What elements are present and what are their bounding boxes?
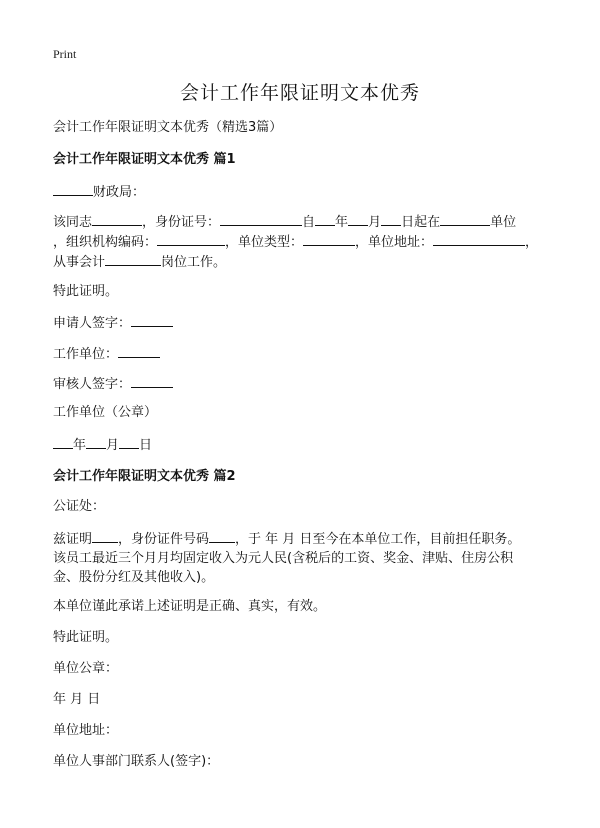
text-fragment: 审核人签字： (53, 377, 132, 392)
text-fragment: 月 (106, 438, 120, 453)
section-1-heading: 会计工作年限证明文本优秀 篇1 (53, 152, 236, 167)
blank-field (131, 374, 173, 388)
blank-field (315, 212, 335, 226)
blank-field (157, 232, 225, 246)
text-fragment: ，单位类型： (225, 235, 304, 250)
text-fragment: 该员工最近三个月月均固定收入为元人民(含税后的工资、奖金、津贴、住房公积 (53, 551, 514, 566)
blank-field (105, 252, 161, 266)
document-subtitle: 会计工作年限证明文本优秀（精选3篇） (53, 120, 283, 135)
document-title: 会计工作年限证明文本优秀 (179, 82, 420, 104)
text-fragment: 从事会计 (53, 255, 106, 270)
text-fragment: ，身份证号： (142, 215, 221, 230)
text-fragment: ，身份证件号码 (118, 532, 210, 547)
work-unit-seal-line: 工作单位（公章） (53, 405, 158, 420)
blank-field (440, 212, 490, 226)
blank-field (92, 529, 118, 543)
section-1-addressee (53, 182, 550, 202)
blank-field (86, 435, 106, 449)
section-2-addressee: 公证处： (53, 499, 106, 514)
section-2-certify: 特此证明。 (53, 630, 119, 645)
text-fragment: 日起在 (401, 215, 441, 230)
text-fragment: 兹证明 (53, 532, 93, 547)
blank-field (220, 212, 302, 226)
text-fragment: 金、股份分红及其他收入)。 (53, 570, 215, 585)
unit-seal-line: 单位公章： (53, 661, 119, 676)
text-fragment: ，于 年 月 日至今在本单位工作，目前担任职务。 (235, 532, 521, 547)
blank-field (118, 344, 160, 358)
unit-address-line: 单位地址： (53, 723, 119, 738)
blank-field (433, 232, 525, 246)
text-fragment: 自 (302, 215, 316, 230)
text-fragment: 该同志 (53, 215, 93, 230)
blank-field (209, 529, 235, 543)
blank-field (348, 212, 368, 226)
blank-field (303, 232, 355, 246)
print-link[interactable]: Print (53, 47, 77, 61)
text-fragment: 岗位工作。 (161, 255, 227, 270)
blank-field (381, 212, 401, 226)
blank-field (119, 435, 139, 449)
section-1-body (53, 212, 553, 272)
text-fragment: 财政局： (93, 185, 146, 200)
hr-contact-line: 单位人事部门联系人(签字)： (53, 754, 220, 769)
blank-field (92, 212, 142, 226)
text-fragment: ， (525, 235, 539, 250)
text-fragment: 申请人签字： (53, 316, 132, 331)
text-fragment: 单位 (490, 215, 517, 230)
section-2-date-line: 年 月 日 (53, 692, 101, 707)
text-fragment: ，组织机构编码： (53, 235, 158, 250)
blank-field (53, 182, 93, 196)
section-2-body (53, 529, 553, 587)
section-2-promise: 本单位谨此承诺上述证明是正确、真实，有效。 (53, 599, 327, 614)
section-1-certify: 特此证明。 (53, 284, 119, 299)
text-fragment: 日 (139, 438, 153, 453)
text-fragment: 年 (73, 438, 87, 453)
section-1-date-line (53, 435, 550, 455)
section-2-heading: 会计工作年限证明文本优秀 篇2 (53, 469, 236, 484)
text-fragment: ，单位地址： (355, 235, 434, 250)
blank-field (131, 313, 173, 327)
applicant-signature-line (53, 313, 550, 333)
reviewer-signature-line (53, 374, 550, 394)
text-fragment: 工作单位： (53, 347, 119, 362)
text-fragment: 月 (368, 215, 382, 230)
work-unit-line (53, 344, 550, 364)
blank-field (53, 435, 73, 449)
text-fragment: 年 (335, 215, 349, 230)
